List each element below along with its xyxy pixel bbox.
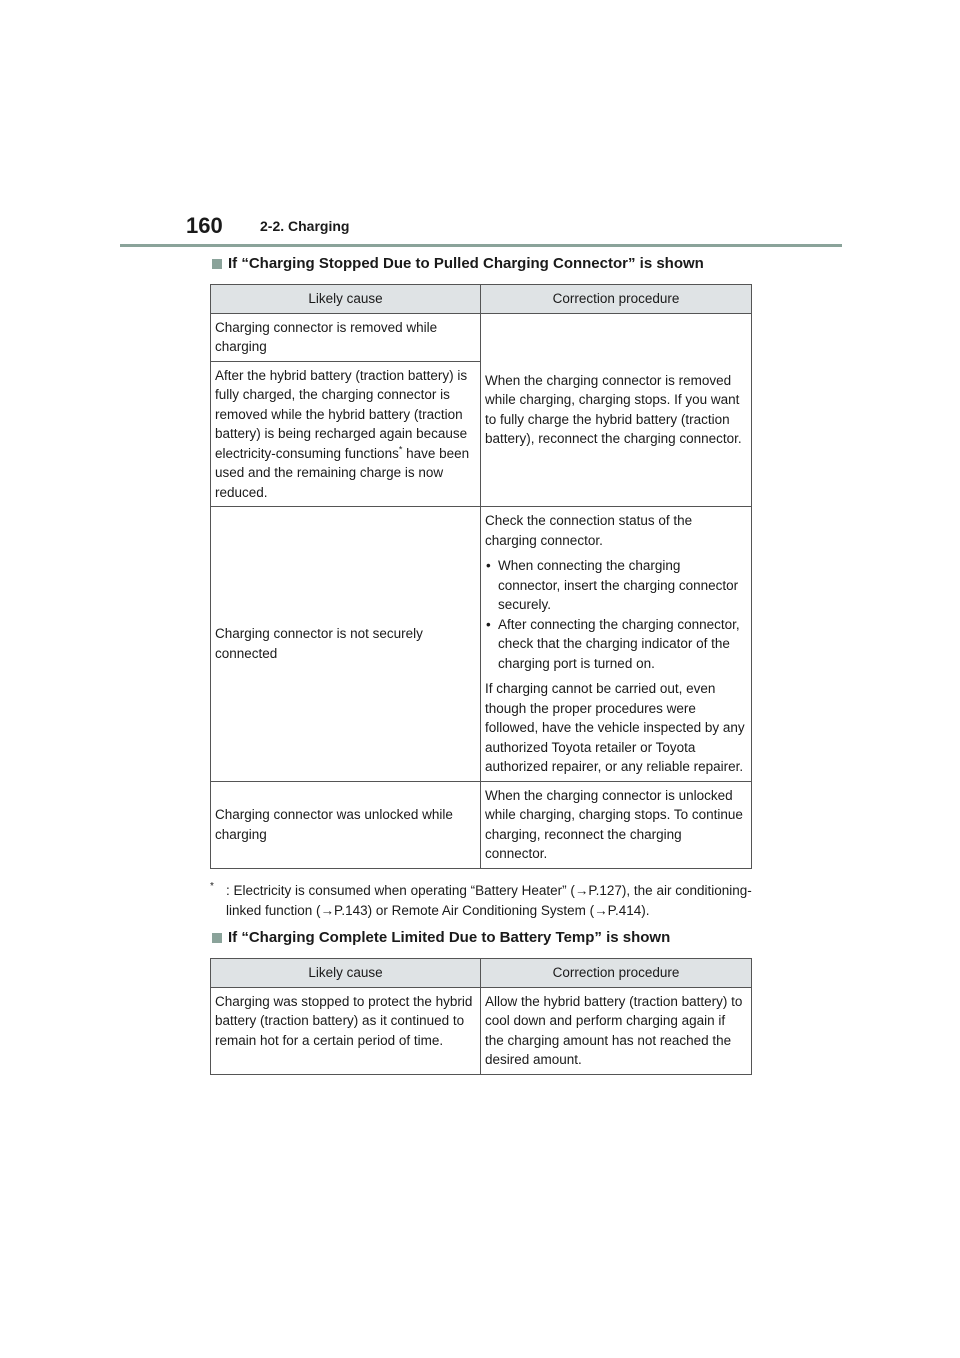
section-heading-pulled-connector: [212, 255, 704, 272]
header-divider: [120, 244, 842, 247]
footnote-marker: *: [398, 444, 403, 454]
fix-bullet-list: [485, 556, 746, 673]
cause-cell: Charging connector was unlocked while charging: [211, 781, 481, 868]
fix-cell: [481, 507, 752, 782]
page-number: 160: [186, 213, 223, 238]
square-bullet-icon: [212, 259, 222, 269]
heading-text: If “Charging Stopped Due to Pulled Charging Connector” is shown: [228, 255, 704, 272]
column-header-likely-cause: Likely cause: [211, 285, 481, 314]
table-row: [211, 313, 752, 361]
pulled-connector-table: [210, 284, 752, 869]
column-header-correction-procedure: Correction procedure: [481, 285, 752, 314]
section-title: 2-2. Charging: [260, 218, 350, 234]
square-bullet-icon: [212, 933, 222, 943]
fix-cell: Allow the hybrid battery (traction battery) to cool down and perform charging again if the charging amount has not reached the desired amount.: [481, 987, 752, 1074]
column-header-correction-procedure: Correction procedure: [481, 959, 752, 988]
table-header-row: [211, 959, 752, 988]
table-row: [211, 781, 752, 868]
list-item: • When connecting the charging connector, insert the charging connector securely.: [485, 556, 746, 615]
footnote-text: : Electricity is consumed when operating “Battery Heater” (→P.127), the air conditioning-linked function (→P.143) or Remote Air Conditioning System (→P.414).: [226, 883, 752, 918]
cause-text: After the hybrid battery (traction battery) is fully charged, the charging connector is removed while the hybrid battery (traction battery) is being recharged again because electricity-consuming functions: [215, 367, 468, 461]
footnote-star: *: [210, 881, 214, 892]
table-row: [211, 507, 752, 782]
cause-text: have been used and the remaining charge is now reduced.: [215, 445, 470, 500]
column-header-likely-cause: Likely cause: [211, 959, 481, 988]
fix-cell: When the charging connector is unlocked while charging, charging stops. To continue charging, reconnect the charging connector.: [481, 781, 752, 868]
battery-temp-table: [210, 958, 752, 1075]
fix-intro: Check the connection status of the charging connector.: [485, 513, 693, 548]
cause-cell: Charging was stopped to protect the hybrid battery (traction battery) as it continued to remain hot for a certain period of time.: [211, 987, 481, 1074]
fix-outro: If charging cannot be carried out, even though the proper procedures were followed, have the vehicle inspected by any authorized Toyota retailer or Toyota authorized repairer, or any reliable repairer.: [485, 681, 745, 774]
section-heading-battery-temp: [212, 929, 670, 946]
cause-cell: [211, 361, 481, 507]
table-header-row: [211, 285, 752, 314]
table-row: [211, 987, 752, 1074]
cause-cell: Charging connector is not securely connected: [211, 507, 481, 782]
heading-text: If “Charging Complete Limited Due to Battery Temp” is shown: [228, 929, 671, 946]
list-item: • After connecting the charging connector, check that the charging indicator of the charging port is turned on.: [485, 615, 746, 674]
fix-cell: When the charging connector is removed while charging, charging stops. If you want to fully charge the hybrid battery (traction battery), reconnect the charging connector.: [481, 313, 752, 507]
cause-cell: Charging connector is removed while charging: [211, 313, 481, 361]
footnote: [210, 881, 770, 921]
